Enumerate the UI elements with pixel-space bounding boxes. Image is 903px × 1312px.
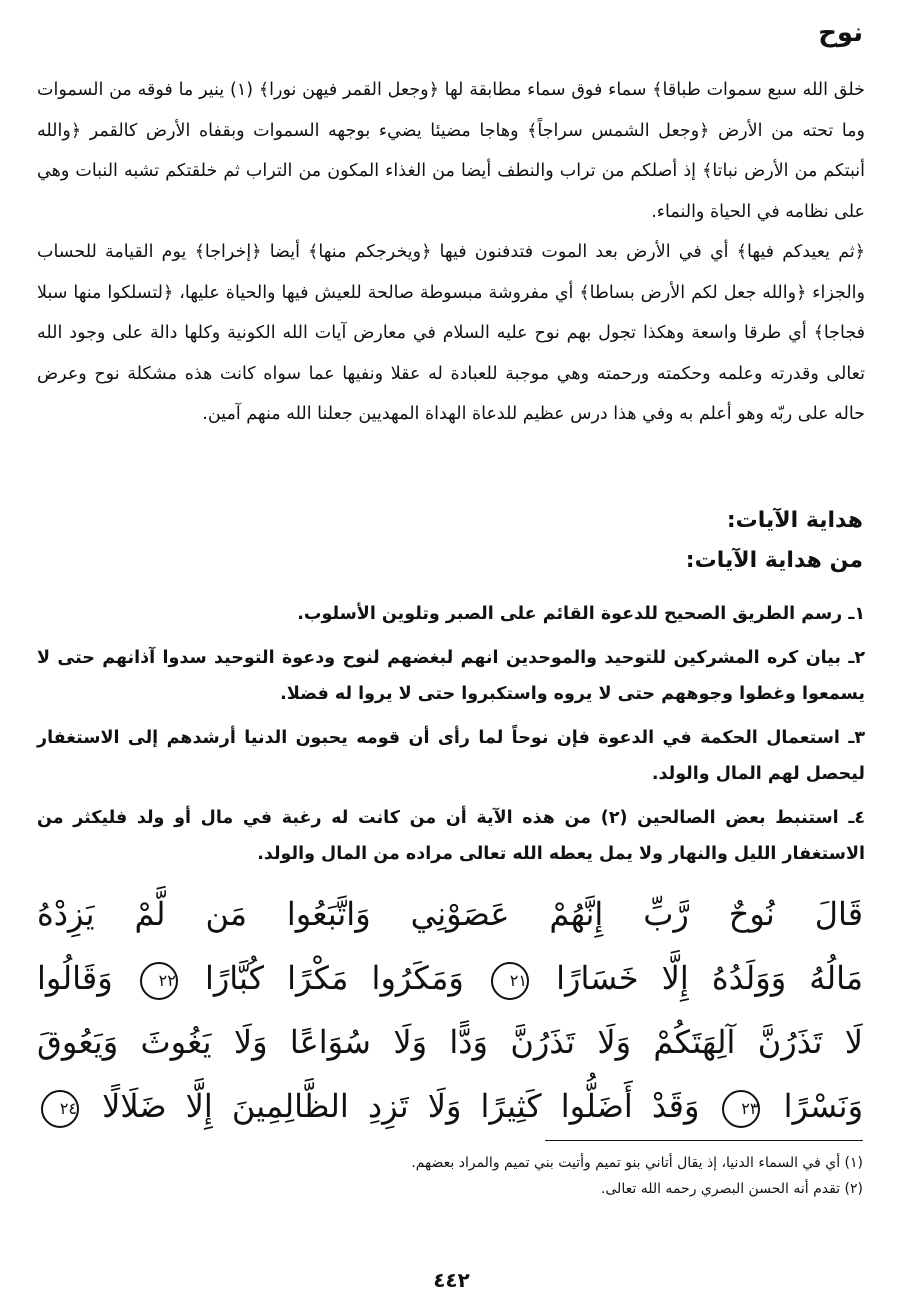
page-number: ٤٤٢ — [433, 1268, 470, 1292]
quran-verses — [37, 882, 863, 1138]
commentary-paragraph: خلق الله سبع سموات طباقا﴾ سماء فوق سماء مطابقة لها ﴿وجعل القمر فيهن نورا﴾ (١) ينير ما فوقه من السموات وما تحته من الأرض ﴿وجعل الشمس سراجاً﴾ وهاجا مضيئا يضيء بوجهه السموات وبقفاه الأرض كالقمر ﴿والله أنبتكم من الأرض نباتا﴾ إذ أصلكم من تراب والنطف أيضا من الغذاء المكون من التراب ثم خلقتكم تشبه النبات وهي على نظامه في الحياة والنماء. — [37, 80, 865, 222]
footnote: (١) أي في السماء الدنيا، إذ يقال أتاني بنو تميم وأتيت بني تميم والمراد بعضهم. — [411, 1155, 863, 1171]
surah-header: نوح — [818, 18, 863, 48]
footnote-divider — [545, 1140, 863, 1141]
footnotes — [37, 1150, 863, 1202]
ayah-number-marker: ٢١ — [491, 962, 529, 1000]
ayah-number-marker: ٢٣ — [722, 1090, 760, 1128]
guidance-item: ٤ـ استنبط بعض الصالحين (٢) من هذه الآية أن من كانت له رغبة في مال أو ولد فليكثر من الاستغفار الليل والنهار ولا يمل يعطه الله تعالى مراده من المال والولد. — [37, 808, 866, 864]
verse-line — [37, 1010, 863, 1074]
guidance-item: ١ـ رسم الطريق الصحيح للدعوة القائم على الصبر وتلوين الأسلوب. — [297, 604, 865, 624]
ayah-number-marker: ٢٢ — [140, 962, 178, 1000]
verse-text: وَمَكَرُوا مَكْرًا كُبَّارًا — [204, 959, 464, 997]
guidance-subtitle: من هداية الآيات: — [685, 548, 863, 573]
verse-text: وَنَسْرًا — [783, 1087, 864, 1125]
guidance-item: ٣ـ استعمال الحكمة في الدعوة فإن نوحاً لما رأى أن قومه يحبون الدنيا أرشدهم إلى الاستغفار ليحصل لهم المال والولد. — [37, 728, 865, 784]
guidance-title: هداية الآيات: — [726, 508, 863, 533]
commentary-paragraph: ﴿ثم يعيدكم فيها﴾ أي في الأرض بعد الموت فتدفنون فيها ﴿ويخرجكم منها﴾ أيضا ﴿إخراجا﴾ يوم القيامة للحساب والجزاء ﴿والله جعل لكم الأرض بساطا﴾ أي مفروشة مبسوطة صالحة للعيش فيها والحياة عليها، ﴿لتسلكوا منها سبلا فجاجا﴾ أي طرقا واسعة وهكذا تجول بهم نوح عليه السلام في معارض آيات الله الكونية وكلها دالة على وجود الله تعالى وقدرته وعلمه وحكمته ورحمته وهي موجبة للعبادة له عقلا ونفيها عما سواه كانت هذه مشكلة نوح وعرض حاله على ربّه وهو أعلم به وفي هذا درس عظيم للدعاة الهداة المهديين جعلنا الله منهم آمين. — [37, 242, 865, 424]
footnote: (٢) تقدم أنه الحسن البصري رحمه الله تعالى. — [600, 1181, 863, 1197]
ayah-number-marker: ٢٤ — [41, 1090, 79, 1128]
guidance-list — [37, 596, 865, 880]
verse-text: مَالُهُ وَوَلَدُهُ إِلَّا خَسَارًا — [556, 959, 864, 997]
verse-text: لَا تَذَرُنَّ آلِهَتَكُمْ وَلَا تَذَرُنَّ وَدًّا وَلَا سُوَاعًا وَلَا يَغُوثَ وَيَعُوقَ — [37, 1023, 864, 1061]
verse-text: قَالَ نُوحٌ رَّبِّ إِنَّهُمْ عَصَوْنِي وَاتَّبَعُوا مَن لَّمْ يَزِدْهُ — [37, 895, 863, 933]
verse-text: وَقَدْ أَضَلُّوا كَثِيرًا وَلَا تَزِدِ الظَّالِمِينَ إِلَّا ضَلَالًا — [102, 1087, 700, 1125]
verse-text: وَقَالُوا — [37, 959, 113, 997]
guidance-item: ٢ـ بيان كره المشركين للتوحيد والموحدين انهم لبغضهم لنوح ودعوة التوحيد سدوا آذانهم حتى لا يسمعوا وغطوا وجوههم حتى لا يروه واستكبروا حتى لا يروا له فضلا. — [37, 648, 865, 704]
verse-line — [37, 1074, 863, 1138]
verse-line — [37, 882, 863, 946]
commentary-text — [37, 70, 865, 435]
verse-line — [37, 946, 863, 1010]
